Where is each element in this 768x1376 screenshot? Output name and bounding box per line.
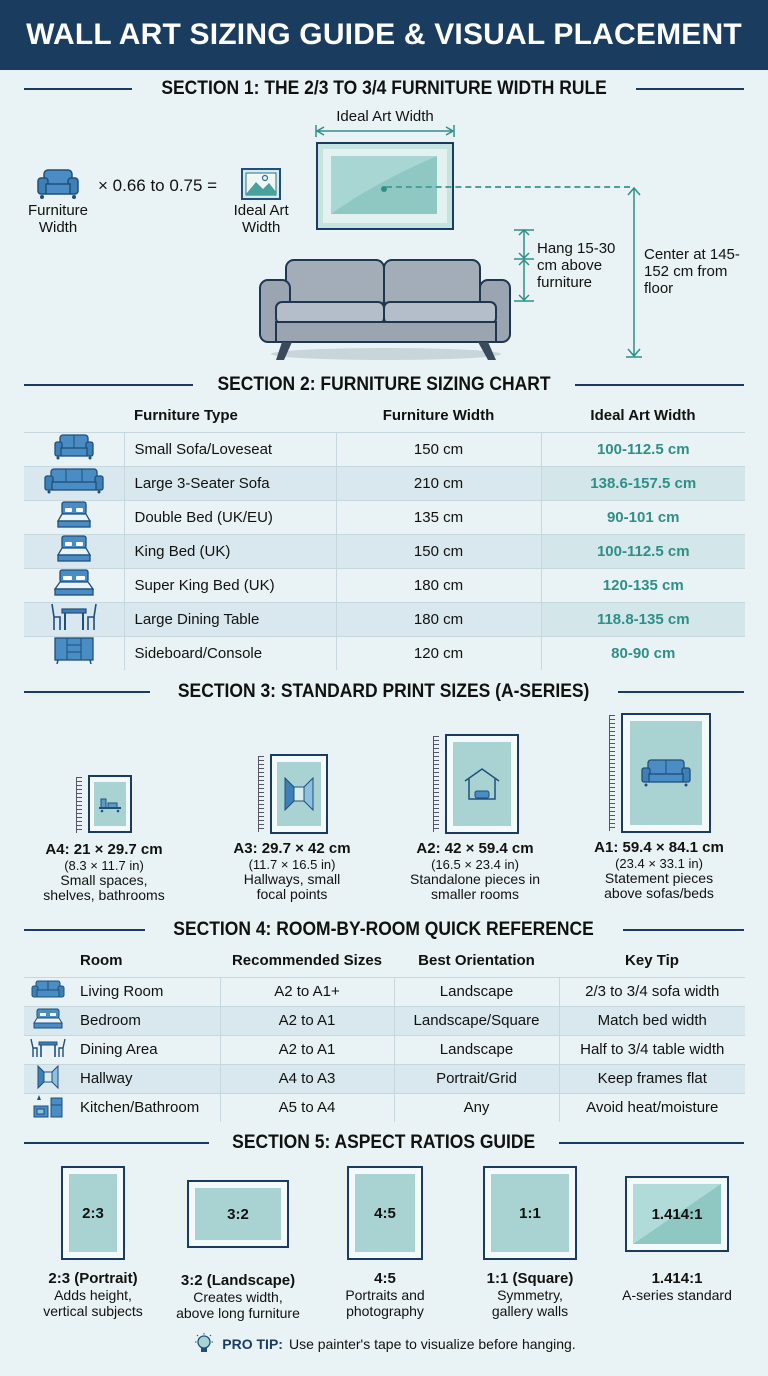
center-line <box>386 186 630 188</box>
table-row: Large 3-Seater Sofa 210 cm 138.6-157.5 cm <box>24 466 745 500</box>
section-2-heading: SECTION 2: FURNITURE SIZING CHART <box>24 374 744 396</box>
pro-tip <box>0 1332 768 1356</box>
framed-artwork-illustration <box>316 142 458 238</box>
bed-icon <box>54 569 94 597</box>
page-header <box>0 0 768 70</box>
hang-distance-arrow-icon <box>512 228 536 304</box>
section-4-heading: SECTION 4: ROOM-BY-ROOM QUICK REFERENCE <box>24 919 744 941</box>
print-size-a2: A2: 42 × 59.4 cm (16.5 × 23.4 in) Standalone pieces in smaller rooms <box>400 734 550 902</box>
dining-table-icon <box>30 1038 66 1058</box>
sofa-icon <box>31 980 65 1000</box>
aspect-ratio-1-414-1: 1.414:1 1.414:1 A-series standard <box>612 1176 742 1303</box>
table-row: Small Sofa/Loveseat 150 cm 100-112.5 cm <box>24 432 745 466</box>
art-width-dimension-label: Ideal Art Width <box>336 108 434 125</box>
table-row: Kitchen/Bathroom A5 to A4 Any Avoid heat/moisture <box>24 1093 745 1122</box>
aspect-ratio-3-2: 3:2 3:2 (Landscape) Creates width, above long furniture <box>168 1180 308 1321</box>
column-header: Ideal Art Width <box>590 407 696 425</box>
bed-icon <box>57 535 91 563</box>
column-header: Recommended Sizes <box>231 952 383 970</box>
print-size-a1: A1: 59.4 × 84.1 cm (23.4 × 33.1 in) Statement pieces above sofas/beds <box>584 713 734 901</box>
furniture-sizing-table <box>24 400 745 670</box>
armchair-icon <box>36 168 80 200</box>
center-height-arrow-icon <box>624 186 644 360</box>
pro-tip-label: PRO TIP: <box>222 1336 283 1352</box>
picture-icon <box>241 168 281 200</box>
section-3-heading: SECTION 3: STANDARD PRINT SIZES (A-SERIES) <box>24 681 744 703</box>
furniture-width-label: Furniture Width <box>27 202 89 236</box>
column-header: Furniture Width <box>382 407 495 425</box>
loveseat-icon <box>54 434 94 460</box>
print-size-a3: A3: 29.7 × 42 cm (11.7 × 16.5 in) Hallways, small focal points <box>222 754 362 902</box>
aspect-ratio-2-3: 2:3 2:3 (Portrait) Adds height, vertical subjects <box>30 1166 156 1319</box>
section-1-heading: SECTION 1: THE 2/3 TO 3/4 FURNITURE WIDTH RULE <box>24 78 744 100</box>
aspect-ratio-4-5: 4:5 4:5 Portraits and photography <box>330 1166 440 1319</box>
page-title: WALL ART SIZING GUIDE & VISUAL PLACEMENT <box>26 18 742 51</box>
table-row: Sideboard/Console 120 cm 80-90 cm <box>24 636 745 670</box>
hallway-icon <box>284 777 314 811</box>
hang-height-label: Hang 15-30 cm above furniture <box>537 240 616 291</box>
center-height-label: Center at 145-152 cm from floor <box>644 246 740 297</box>
column-header: Furniture Type <box>134 407 238 425</box>
column-header: Best Orientation <box>418 952 535 970</box>
shelf-icon <box>98 795 122 813</box>
sofa-illustration <box>256 256 516 362</box>
sofa-icon <box>641 759 691 787</box>
print-size-a4: A4: 21 × 29.7 cm (8.3 × 11.7 in) Small spaces, shelves, bathrooms <box>34 775 174 903</box>
lightbulb-icon <box>192 1332 216 1356</box>
column-header: Room <box>80 952 123 970</box>
hallway-icon <box>37 1065 59 1089</box>
sideboard-icon <box>54 637 94 665</box>
art-width-arrow-icon <box>314 124 456 138</box>
formula-multiplier: × 0.66 to 0.75 = <box>98 176 218 195</box>
kitchen-icon <box>33 1094 63 1118</box>
aspect-ratio-1-1: 1:1 1:1 (Square) Symmetry, gallery walls <box>470 1166 590 1319</box>
section-5-heading: SECTION 5: ASPECT RATIOS GUIDE <box>24 1132 744 1154</box>
house-icon <box>463 767 501 801</box>
table-row: Double Bed (UK/EU) 135 cm 90-101 cm <box>24 500 745 534</box>
ideal-art-width-label: Ideal Art Width <box>233 202 289 236</box>
table-row: Super King Bed (UK) 180 cm 120-135 cm <box>24 568 745 602</box>
table-row: Bedroom A2 to A1 Landscape/Square Match bed width <box>24 1006 745 1035</box>
table-row: King Bed (UK) 150 cm 100-112.5 cm <box>24 534 745 568</box>
column-header: Key Tip <box>625 952 679 970</box>
bed-icon <box>33 1008 63 1030</box>
table-row: Living Room A2 to A1+ Landscape 2/3 to 3/4 sofa width <box>24 977 745 1006</box>
table-row: Hallway A4 to A3 Portrait/Grid Keep frames flat <box>24 1064 745 1093</box>
table-row: Dining Area A2 to A1 Landscape Half to 3/4 table width <box>24 1035 745 1064</box>
pro-tip-text: Use painter's tape to visualize before hanging. <box>288 1336 576 1352</box>
sofa-icon <box>44 468 104 494</box>
bed-icon <box>57 501 91 529</box>
dining-table-icon <box>50 603 98 631</box>
table-row: Large Dining Table 180 cm 118.8-135 cm <box>24 602 745 636</box>
room-reference-table <box>24 945 745 1122</box>
width-formula <box>26 168 293 236</box>
